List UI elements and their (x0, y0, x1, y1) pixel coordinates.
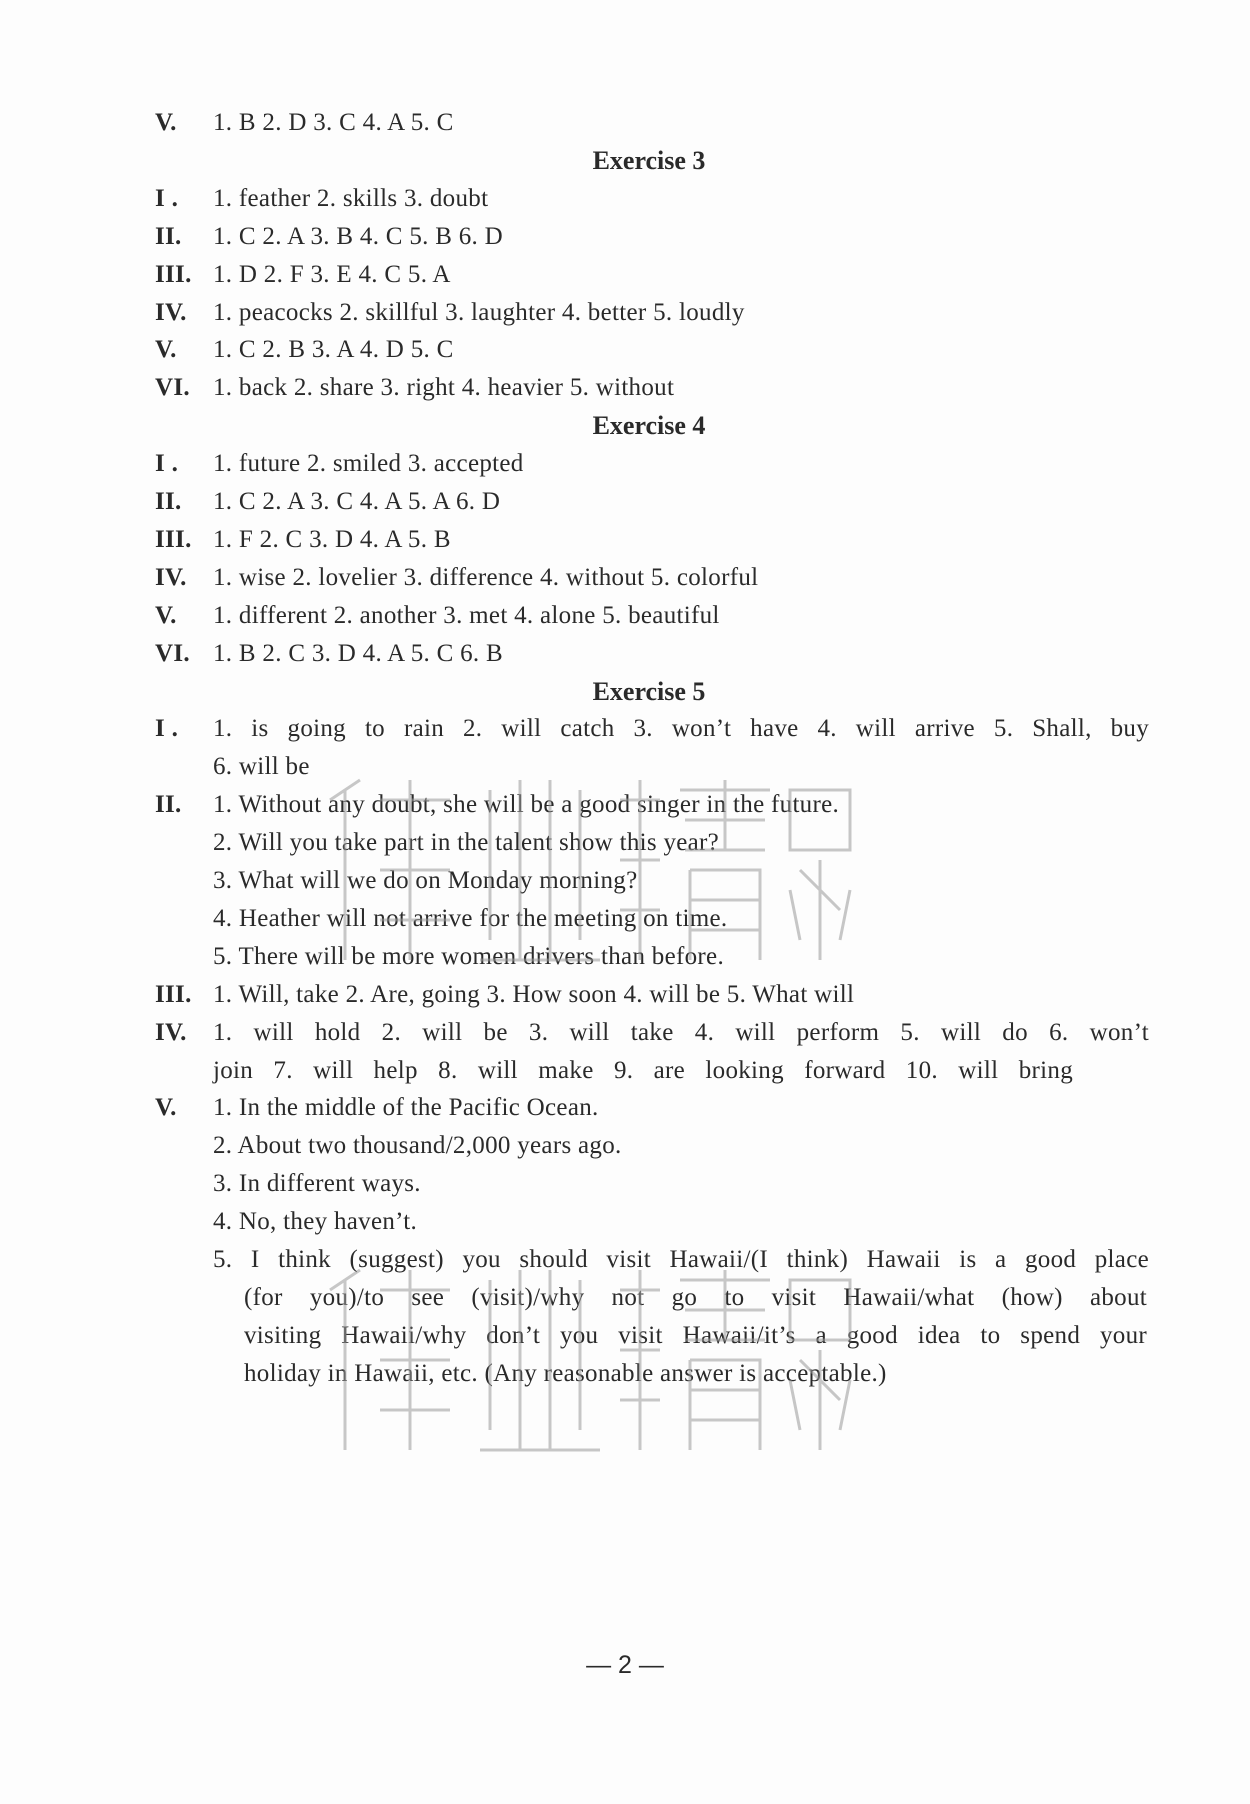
section-numeral: III. (155, 260, 192, 288)
answer-text: 1. Will, take 2. Are, going 3. How soon 4. will be 5. What will (213, 980, 855, 1008)
section-numeral: VI. (155, 639, 190, 667)
answer-text: 4. No, they haven’t. (213, 1208, 418, 1236)
answer-text: 5. I think (suggest) you should visit Hawaii/(I think) Hawaii is a good place (213, 1246, 1149, 1273)
exercise-heading-text: Exercise 4 (592, 411, 706, 441)
section-numeral: I . (155, 715, 179, 743)
section-numeral: V. (155, 1094, 177, 1122)
answer-text: 1. feather 2. skills 3. doubt (213, 184, 489, 212)
answer-text: visiting Hawaii/why don’t you visit Hawaii/it’s a good idea to spend your (244, 1321, 1147, 1349)
section-numeral: VI. (155, 374, 190, 402)
exercise-heading-text: Exercise 5 (592, 676, 706, 706)
answer-text: 4. Heather will not arrive for the meeting on time. (213, 904, 728, 932)
answer-text: 3. In different ways. (213, 1170, 421, 1198)
answer-text: 1. different 2. another 3. met 4. alone 5. beautiful (213, 601, 720, 629)
answer-text: 1. F 2. C 3. D 4. A 5. B (213, 525, 451, 553)
answer-text: 5. There will be more women drivers than before. (213, 942, 724, 970)
answer-text: 1. In the middle of the Pacific Ocean. (213, 1094, 599, 1122)
answer-line (0, 1352, 1250, 1396)
answer-text: join 7. will help 8. will make 9. are looking forward 10. will bring (213, 1056, 1073, 1084)
answer-text: 1. is going to rain 2. will catch 3. won’t have 4. will arrive 5. Shall, buy (213, 715, 1149, 743)
section-numeral: IV. (155, 1018, 187, 1046)
answer-text: 1. D 2. F 3. E 4. C 5. A (213, 260, 451, 288)
section-numeral: II. (155, 488, 182, 515)
answer-text: 2. About two thousand/2,000 years ago. (213, 1132, 622, 1160)
answer-text: 1. wise 2. lovelier 3. difference 4. without 5. colorful (213, 563, 759, 591)
answer-text: 1. will hold 2. will be 3. will take 4. will perform 5. will do 6. won’t (213, 1018, 1149, 1046)
answer-text: 1. C 2. A 3. C 4. A 5. A 6. D (213, 488, 501, 515)
answer-text: (for you)/to see (visit)/why not go to visit Hawaii/what (how) about (244, 1283, 1147, 1311)
section-numeral: I . (155, 184, 179, 212)
answer-text: 1. future 2. smiled 3. accepted (213, 450, 524, 478)
answer-text: 3. What will we do on Monday morning? (213, 867, 638, 894)
answer-text: 1. back 2. share 3. right 4. heavier 5. without (213, 374, 675, 402)
section-numeral: V. (155, 601, 177, 629)
exercise-heading-text: Exercise 3 (592, 145, 706, 175)
answer-text: 6. will be (213, 753, 310, 781)
section-numeral: IV. (155, 563, 187, 591)
section-numeral: I . (155, 450, 179, 478)
section-numeral: V. (155, 109, 177, 136)
answer-text: holiday in Hawaii, etc. (Any reasonable answer is acceptable.) (244, 1359, 887, 1387)
page-number: — 2 — (586, 1651, 664, 1679)
answer-text: 1. C 2. B 3. A 4. D 5. C (213, 336, 454, 364)
section-numeral: II. (155, 222, 182, 250)
answer-text: 1. Without any doubt, she will be a good singer in the future. (213, 791, 840, 819)
section-numeral: II. (155, 791, 182, 819)
section-numeral: III. (155, 980, 192, 1008)
section-numeral: III. (155, 525, 192, 553)
answer-text: 1. peacocks 2. skillful 3. laughter 4. better 5. loudly (213, 298, 745, 326)
section-numeral: V. (155, 336, 177, 364)
answer-text: 1. B 2. D 3. C 4. A 5. C (213, 109, 454, 136)
answer-text: 1. C 2. A 3. B 4. C 5. B 6. D (213, 222, 503, 250)
answer-text: 2. Will you take part in the talent show this year? (213, 829, 720, 857)
section-numeral: IV. (155, 298, 187, 326)
answer-text: 1. B 2. C 3. D 4. A 5. C 6. B (213, 639, 503, 667)
